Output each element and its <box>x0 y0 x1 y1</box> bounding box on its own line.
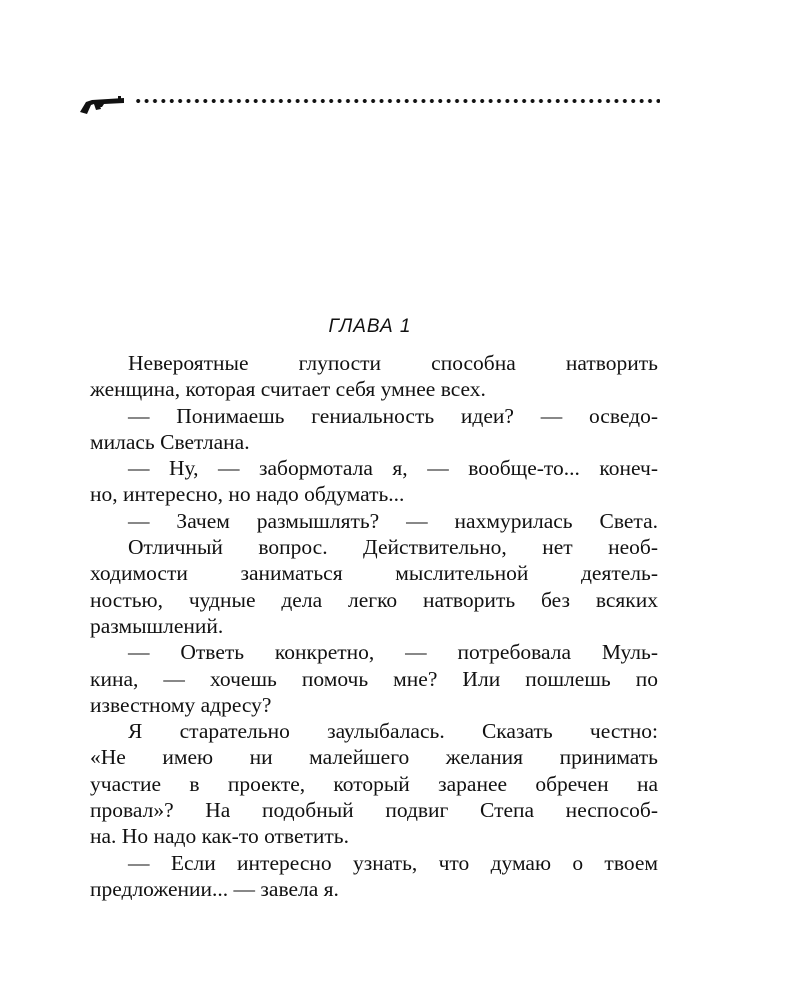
text-line: известному адресу? <box>90 692 272 717</box>
text-line: — Если интересно узнать, что думаю о твоем <box>128 850 658 875</box>
text-line: ходимости заниматься мыслительной деятель- <box>90 561 658 586</box>
text-line: «Не имею ни малейшего желания принимать <box>90 745 658 770</box>
text-line: ностью, чудные дела легко натворить без всяких <box>90 587 658 612</box>
chapter-title: ГЛАВА 1 <box>328 316 412 337</box>
text-line: провал»? На подобный подвиг Степа неспособ- <box>90 798 658 823</box>
pistol-icon <box>78 92 126 118</box>
text-line: — Зачем размышлять? — нахмурилась Света. <box>128 508 658 533</box>
text-line: милась Светлана. <box>90 429 250 454</box>
text-line: — Ответь конкретно, — потребовала Муль- <box>128 640 658 665</box>
text-line: но, интересно, но надо обдумать... <box>90 482 405 507</box>
text-line: — Понимаешь гениальность идеи? — осведо- <box>128 403 658 428</box>
chapter-text <box>90 350 658 902</box>
text-line: — Ну, — забормотала я, — вообще-то... конеч- <box>128 456 658 481</box>
text-line: размышлений. <box>90 613 224 638</box>
page-header <box>78 86 660 118</box>
text-line: Отличный вопрос. Действительно, нет необ- <box>128 535 658 560</box>
text-line: участие в проекте, который заранее обречен на <box>90 771 658 796</box>
text-line: предложении... — завела я. <box>90 876 339 901</box>
text-line: женщина, которая считает себя умнее всех. <box>90 377 486 402</box>
dotted-rule <box>134 98 660 104</box>
text-line: Я старательно заулыбалась. Сказать честно: <box>128 719 658 744</box>
text-line: на. Но надо как-то ответить. <box>90 824 349 849</box>
text-line: Невероятные глупости способна натворить <box>128 351 658 375</box>
text-line: кина, — хочешь помочь мне? Или пошлешь по <box>90 666 658 691</box>
